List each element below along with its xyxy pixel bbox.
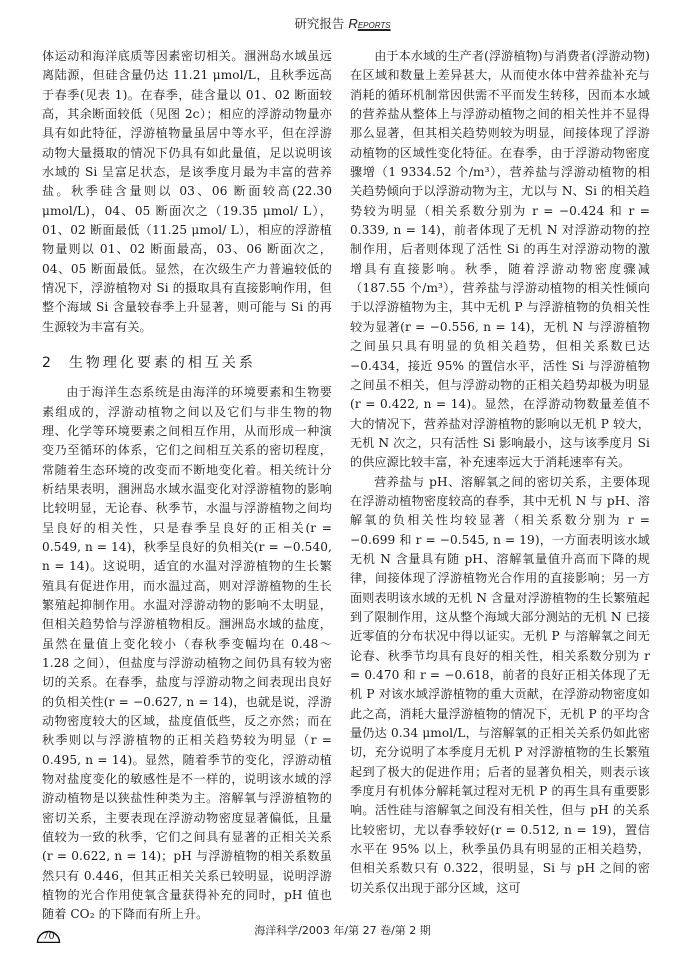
- page-number: 70: [42, 931, 55, 942]
- section-heading: [42, 353, 332, 373]
- journal-footer: 海洋科学/2003 年/第 27 卷/第 2 期: [254, 924, 431, 937]
- right-column: [350, 47, 650, 898]
- header-section-en: [348, 16, 390, 31]
- right-paragraph-2: 营养盐与 pH、溶解氧之间的密切关系，主要体现在浮游动植物密度较高的春季，其中无机 N 与 pH、溶解氧的负相关性均较显著（相关系数分别为 r = −0.699 和 r = −0.545, n = 19)，一方面表明该水域无机 N 含量具有随 pH、溶解氧量值升高而下降的规律，间接体现了浮游植物光合作用的直接影响；另一方面则表明该水域的无机 N 含量对浮游植物的生长繁殖起到了限制作用，这从整个海域大部分测站的无机 N 已接近零值的分布状况中得以证实。无机 P 与溶解氧之间无论春、秋季节均具有良好的相关性，相关系数分别为 r = 0.470 和 r = −0.618，前者的良好正相关体现了无机 P 对该水域浮游植物的重大贡献，在浮游动物密度如此之高，消耗大量浮游植物的情况下，无机 P 的平均含量仍达 0.34 μmol/L，与溶解氧的正相关关系仍如此密切，充分说明了本季度月无机 P 对浮游植物的生长繁殖起到了极大的促进作用；后者的显著负相关，则表示该季度月有机体分解耗氧过程对无机 P 的再生具有重要影响。活性硅与溶解氧之间没有相关性，但与 pH 的关系比较密切，尤以春季较好(r = 0.512, n = 19)，置信水平在 95% 以上，秋季虽仍具有明显的正相关趋势，但相关系数只有 0.322，很明显，Si 与 pH 之间的密切关系仅出现于部分区域，这可: [350, 474, 650, 895]
- header-en-rest: EPORTS: [357, 21, 391, 30]
- running-header: [0, 14, 685, 32]
- left-paragraph-2: 由于海洋生态系统是由海洋的环境要素和生物要素组成的，浮游动植物之间以及它们与非生物的物理、化学等环境要素之间相互作用，从而形成一种演变乃至循环的体系，它们之间相互关系的密切程度，常随着生态环境的改变而不断地变化着。相关统计分析结果表明，涠洲岛水域水温变化对浮游植物的影响比较明显，无论春、秋季节，水温与浮游植物之间均呈良好的相关性，只是春季呈良好的正相关(r = 0.549, n = 14)，秋季呈良好的负相关(r = −0.540, n = 14)。这说明，适宜的水温对浮游植物的生长繁殖具有促进作用，而水温过高，则对浮游植物的生长繁殖起抑制作用。水温对浮游动物的影响不太明显，但相关趋势恰与浮游植物相反。涠洲岛水域的盐度，虽然在量值上变化较小（春秋季变幅均在 0.48～1.28 之间），但盐度与浮游动植物之间仍具有较为密切的关系。在春季，盐度与浮游动物之间表现出良好的负相关性(r = −0.627, n = 14)，也就是说，浮游动物密度较大的区域，盐度值低些，反之亦然；而在秋季则以与浮游植物的正相关趋势较为明显（r = 0.495, n = 14)。显然，随着季节的变化，浮游动植物对盐度变化的敏感性是不一样的，说明该水域的浮游动植物是以狭盐性种类为主。溶解氧与浮游植物的密切关系，主要表现在浮游动物密度显著偏低，且量值较为一致的秋季，它们之间具有显著的正相关关系(r = 0.622, n = 14)；pH 与浮游植物的相关系数虽然只有 0.446，但其正相关关系已较明显，说明浮游植物的光合作用使氧含量获得补充的同时，pH 值也随着 CO₂ 的下降而有所上升。: [42, 385, 332, 922]
- right-paragraph-1: 由于本水域的生产者(浮游植物)与消费者(浮游动物) 在区域和数量上差异甚大，从而使水体中营养盐补充与消耗的循环机制常因供需不平而发生转移，因而本水域的营养盐从整体上与浮游动植物之间的相关性并不显得那么显著，但其相关趋势则较为明显，间接体现了浮游动植物的区域性变化特征。在春季，由于浮游动物密度骤增（1 9334.52 个/m³），营养盐与浮游动植物的相关趋势倾向于以浮游动物为主，尤以与 N、Si 的相关趋势较为明显（相关系数分别为 r = −0.424 和 r = 0.339, n = 14)，前者体现了无机 N 对浮游动物的控制作用，后者则体现了活性 Si 的再生对浮游动物的激增具有直接影响。秋季，随着浮游动物密度骤减（187.55 个/m³），营养盐与浮游动植物的相关性倾向于以浮游植物为主，其中无机 P 与浮游植物的负相关性较为显著(r = −0.556, n = 14)，无机 N 与浮游植物之间虽只具有明显的负相关趋势，但相关系数已达 −0.434，接近 95% 的置信水平，活性 Si 与浮游植物之间虽不相关，但与浮游动物的正相关趋势却极为明显(r = 0.422, n = 14)。显然，在浮游动物数量差值不大的情况下，营养盐对浮游植物的影响以无机 P 较大，无机 N 次之，只有活性 Si 影响最小，这与该季度月 Si 的供应源比较丰富，补充速率远大于消耗速率有关。: [350, 49, 650, 470]
- header-en-initial: R: [348, 16, 358, 31]
- left-paragraph-1: 体运动和海洋底质等因素密切相关。涠洲岛水域虽远离陆源，但硅含量仍达 11.21 μmol/L，且秋季远高于春季(见表 1)。在春季，硅含量以 01、02 断面较高，其余断面较低（见图 2c）；相应的浮游动物量亦具有如此特征，浮游植物量虽居中等水平，但在浮游动物大量摄取的情况下仍具有如此量值，足以说明该水域的 Si 呈富足状态，是该季度月最为丰富的营养盐。秋季硅含量则以 03、06 断面较高(22.30 μmol/L)，04、05 断面次之（19.35 μmol/ L），01、02 断面最低（11.25 μmol/ L），相应的浮游植物量则以 01、02 断面最高，03、06 断面次之，04、05 断面最低。显然，在次级生产力普遍较低的情况下，浮游植物对 Si 的摄取具有直接影响作用，但整个海域 Si 含量较春季上升显著，则可能与 Si 的再生源较为丰富有关。: [42, 49, 332, 334]
- section-title: 生物理化要素的相互关系: [68, 355, 256, 372]
- left-column: [42, 47, 332, 925]
- header-section-cn: 研究报告: [294, 16, 345, 31]
- section-number: 2: [42, 355, 51, 372]
